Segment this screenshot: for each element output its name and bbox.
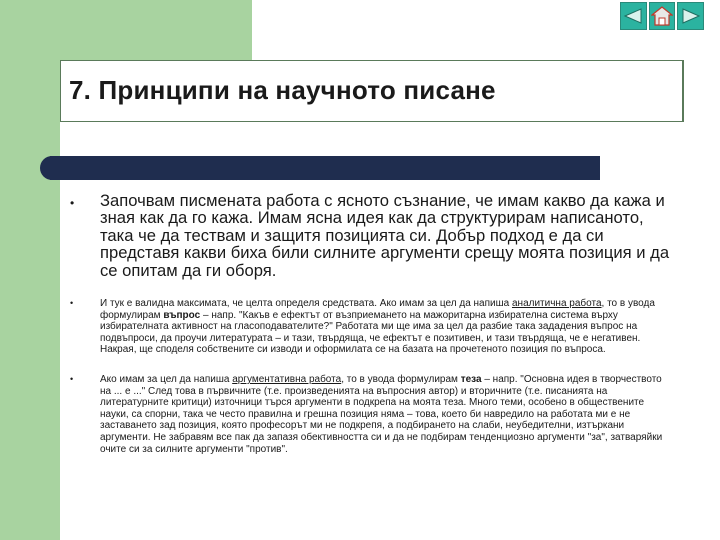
bullet-text-part: – напр. "Основна идея в творчеството на ... е ..." След това в първичните (т.е. произведенията на въпросния автор) и вторичните (т.е. писанията на литературните критици) източници търся аргументи в подкрепа на моята теза. Много теми, особено в обществените науки, са спорни, така че често правилна и грешна позиция няма – това, което би навредило на работата ми е не заставането зад позиция, която професорът ми не подкрепя, а подбирането на слаби, неубедителни, изтъркани аргументи. Не забравям все пак да запазя обективността си и да не подбирам тенденциозно аргументи "за", затваряйки очите си за силните аргументи "против". xyxy=(100,374,663,455)
bold-term-thesis: теза xyxy=(460,374,482,385)
home-icon xyxy=(651,6,673,26)
slide-navigation xyxy=(620,2,704,30)
bullet-text-part: И тук е валидна максимата, че целта определя средствата. Ако имам за цел да напиша xyxy=(100,298,512,310)
bold-term-question: въпрос xyxy=(163,309,201,321)
bullet-text xyxy=(100,298,670,356)
home-button[interactable] xyxy=(649,2,676,30)
bullet-text-part: , то в увода формулирам xyxy=(341,374,461,385)
bullet-list xyxy=(70,192,670,455)
triangle-right-icon xyxy=(681,8,701,24)
top-accent-band xyxy=(60,0,252,60)
analytical-work-link[interactable]: аналитична работа xyxy=(511,298,602,310)
bullet-marker: • xyxy=(70,298,74,309)
prev-slide-button[interactable] xyxy=(620,2,647,30)
bullet-text xyxy=(100,374,670,455)
divider-bar xyxy=(50,156,600,180)
bullet-item-3 xyxy=(70,374,670,455)
bullet-text: Започвам писмената работа с ясното съзнание, че имам какво да кажа и зная как да го кажа. Имам ясна идея как да структурирам написаното, така че да тествам и защитя позицията си. Добър подход е да си представя какви биха били силните аргументи срещу моята позиция и да се опитам да ги оборя. xyxy=(100,191,670,280)
bullet-item-2 xyxy=(70,298,670,356)
left-accent-bar xyxy=(0,0,60,540)
bullet-text-part: Ако имам за цел да напиша xyxy=(100,374,233,385)
bullet-text-part: – напр. "Какъв е ефектът от възприемането на мажоритарна избирателна система върху избирателната активност на гласоподавателите?" Работата ми ще има за цел да разбие така зададения въпрос на подвъпроси, да проучи литературата – и тази, твърдяща, че ефектът е позитивен, и тази твърдяща, че е негативен. Накрая, ще споделя собствените си изводи и оформилата се на базата на прочетеното позиция по въпроса. xyxy=(100,309,641,356)
title-box xyxy=(60,60,684,122)
triangle-left-icon xyxy=(623,8,643,24)
next-slide-button[interactable] xyxy=(677,2,704,30)
bullet-item-1 xyxy=(70,192,670,279)
slide-title: 7. Принципи на научното писане xyxy=(69,75,496,105)
bullet-text-part: , то в увода формулирам xyxy=(100,298,655,321)
bullet-marker: • xyxy=(70,374,74,384)
bullet-marker: • xyxy=(70,196,75,210)
argumentative-work-link[interactable]: аргументативна работа xyxy=(232,374,342,385)
